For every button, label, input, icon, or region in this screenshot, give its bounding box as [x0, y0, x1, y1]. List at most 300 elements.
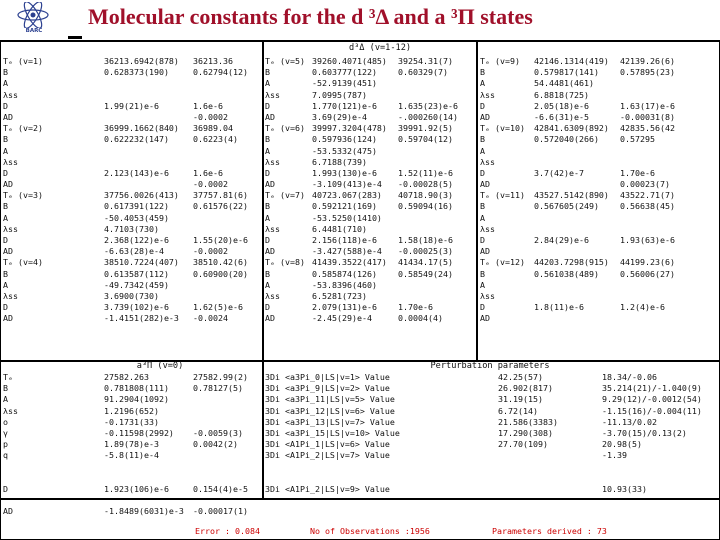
fit-value: 38510.7224(407) — [104, 257, 179, 268]
fit-value — [104, 78, 179, 89]
perturbation-name: 3Di <A1Pi_2|LS|v=7> Value — [265, 450, 390, 461]
footer-divider — [0, 498, 720, 500]
param-label: Tₑ (v=5) — [265, 56, 305, 66]
ref-value: 0.59704(12) — [398, 134, 453, 145]
fit-value: 21.586(3383) — [498, 416, 558, 427]
a-state-ref-values — [193, 372, 248, 462]
param-label: A — [3, 212, 8, 223]
param-label: A — [480, 212, 485, 223]
fit-value — [534, 224, 609, 235]
ref-value: 43522.71(7) — [620, 190, 675, 201]
param-label: B — [3, 67, 8, 78]
a-state-D-value: 1.923(106)e-6 — [104, 484, 169, 494]
param-label: D — [265, 302, 270, 313]
ref-value: 20.98(5) — [602, 439, 642, 450]
title-rule-short — [68, 36, 82, 39]
ref-value: 1.63(17)e-6 — [620, 100, 675, 111]
fit-value: 0.592121(169) — [312, 201, 377, 212]
fit-value: -53.5332(475) — [312, 145, 377, 156]
fit-value: 6.72(14) — [498, 405, 538, 416]
ref-value — [620, 246, 675, 257]
ref-value: 1.55(20)e-6 — [193, 235, 248, 245]
fit-value: 2.368(122)e-6 — [104, 235, 169, 245]
fit-value: 0.567605(249) — [534, 201, 599, 212]
parameters-derived: Parameters derived : 73 — [492, 526, 607, 536]
atom-logo-icon — [16, 2, 50, 28]
perturbation-last-ref: 10.93(33) — [602, 484, 647, 494]
fit-value: -6.6(31)e-5 — [534, 111, 589, 122]
fit-value: 0.572040(266) — [534, 134, 599, 145]
fit-error: Error : 0.084 — [195, 526, 260, 536]
slide-title: Molecular constants for the d ³Δ and a ³Π states — [88, 4, 533, 29]
col2-fit-values — [312, 56, 387, 325]
param-label: λss — [265, 156, 280, 167]
fit-value: 0.585874(126) — [312, 268, 377, 279]
a-state-param-labels — [3, 372, 18, 462]
ref-value: 18.34/-0.06 — [602, 372, 657, 382]
param-label: λss — [3, 223, 18, 234]
param-label: AD — [480, 246, 490, 257]
param-label: A — [3, 78, 8, 89]
ref-value: 1.52(11)e-6 — [398, 167, 453, 178]
perturbation-ref-values — [602, 372, 702, 462]
fit-value: 0.597936(124) — [312, 134, 377, 145]
ref-value: 1.70e-6 — [398, 302, 433, 313]
fit-value: 3.7(42)e-7 — [534, 167, 584, 178]
ref-value — [193, 450, 248, 461]
ref-value — [193, 224, 248, 235]
col2-ref-values — [398, 56, 458, 325]
fit-value: -6.63(28)e-4 — [104, 246, 164, 257]
param-label: B — [3, 201, 8, 212]
param-label: AD — [480, 313, 490, 324]
ref-value: 0.0004(4) — [398, 313, 443, 324]
param-label: Tₑ (v=6) — [265, 123, 305, 134]
fit-value: 1.2196(652) — [104, 405, 159, 416]
observation-count: No of Observations :1956 — [310, 526, 430, 536]
perturbation-heading: Perturbation parameters — [430, 361, 550, 371]
fit-value: 39997.3204(478) — [312, 123, 387, 134]
ref-value: -1.39 — [602, 450, 627, 461]
ref-value: -0.0024 — [193, 313, 228, 324]
param-label: Tₑ — [3, 372, 13, 382]
param-label: A — [480, 279, 485, 290]
perturbation-names — [265, 372, 400, 462]
ref-value: 38510.42(6) — [193, 257, 248, 268]
param-label: Tₑ (v=11) — [480, 190, 525, 201]
param-label: B — [3, 268, 8, 279]
ref-value: 1.2(4)e-6 — [620, 302, 665, 313]
param-label: A — [265, 145, 270, 156]
ref-value: 1.6e-6 — [193, 167, 223, 178]
ref-value: 0.0042(2) — [193, 439, 238, 450]
ref-value: 1.70e-6 — [620, 167, 655, 178]
param-label: A — [265, 212, 270, 223]
param-label: Tₑ (v=10) — [480, 123, 525, 134]
fit-value: 42841.6309(892) — [534, 123, 609, 134]
param-label: λss — [480, 223, 495, 234]
fit-value — [104, 112, 179, 123]
ref-value: 0.6223(4) — [193, 134, 238, 145]
ref-value — [193, 78, 248, 89]
ref-value: 0.59094(16) — [398, 201, 453, 212]
param-label: λss — [265, 223, 280, 234]
fit-value: 3.69(29)e-4 — [312, 111, 367, 122]
ref-value: -0.00028(5) — [398, 179, 453, 190]
param-label: Tₑ (v=7) — [265, 190, 305, 201]
param-label: D — [3, 100, 8, 111]
param-label: D — [480, 100, 485, 111]
fit-value: 42146.1314(419) — [534, 56, 609, 66]
param-label: AD — [3, 179, 13, 190]
ref-value: -0.00031(8) — [620, 111, 675, 122]
barc-logo — [2, 2, 66, 40]
param-label: Tₑ (v=8) — [265, 257, 305, 268]
param-label: D — [265, 235, 270, 245]
fit-value: 36213.6942(878) — [104, 56, 179, 66]
ref-value — [398, 213, 458, 224]
param-label: p — [3, 439, 8, 450]
fit-value: 27582.263 — [104, 372, 149, 382]
fit-value: -3.109(413)e-4 — [312, 179, 382, 190]
param-label: B — [480, 201, 485, 212]
param-label: AD — [3, 313, 13, 324]
perturbation-name: 3Di <a3Pi_0|LS|v=1> Value — [265, 372, 390, 382]
fit-value: 31.19(15) — [498, 394, 543, 405]
ref-value — [398, 157, 458, 168]
fit-value — [534, 280, 609, 291]
fit-value: 0.603777(122) — [312, 67, 377, 78]
ref-value: 0.56638(45) — [620, 201, 675, 212]
ref-value: 37757.81(6) — [193, 190, 248, 201]
param-label: D — [480, 302, 485, 313]
fit-value — [104, 146, 179, 157]
param-label: B — [480, 134, 485, 145]
ref-value: 0.00023(7) — [620, 179, 670, 190]
ref-value — [620, 157, 675, 168]
col1-ref-values — [193, 56, 248, 325]
ref-value: 40718.90(3) — [398, 190, 453, 201]
param-label: Tₑ (v=4) — [3, 257, 43, 268]
ref-value — [193, 394, 248, 405]
param-label: B — [3, 383, 8, 394]
ref-value: -0.0002 — [193, 111, 228, 122]
perturbation-name: 3Di <a3Pi_12|LS|v=6> Value — [265, 405, 395, 416]
fit-value: 41439.3522(417) — [312, 257, 387, 268]
ref-value: 0.57295 — [620, 134, 655, 145]
fit-value: 6.7188(739) — [312, 156, 367, 167]
param-label: B — [265, 201, 270, 212]
param-label: AD — [265, 179, 275, 190]
perturbation-name: 3Di <a3Pi_11|LS|v=5> Value — [265, 394, 395, 405]
ref-value: 0.57895(23) — [620, 67, 675, 78]
ref-value: -3.70(15)/0.13(2) — [602, 427, 687, 438]
ref-value: 1.58(18)e-6 — [398, 235, 453, 245]
fit-value: 0.561038(489) — [534, 268, 599, 279]
perturbation-name: 3Di <a3Pi_13|LS|v=7> Value — [265, 416, 395, 427]
param-label: AD — [265, 246, 275, 257]
ref-value: 1.62(5)e-6 — [193, 302, 243, 313]
param-label: λss — [3, 156, 18, 167]
param-label: λss — [3, 405, 18, 416]
ref-value — [398, 146, 458, 157]
fit-value: 2.05(18)e-6 — [534, 100, 589, 111]
fit-value: -49.7342(459) — [104, 279, 169, 290]
param-label: A — [480, 145, 485, 156]
fit-value: 0.628373(190) — [104, 67, 169, 78]
ref-value: 0.60900(20) — [193, 268, 248, 279]
fit-value: 54.4481(461) — [534, 78, 594, 89]
ref-value — [398, 291, 458, 302]
param-label: λss — [3, 89, 18, 100]
param-label: D — [265, 100, 270, 111]
ref-value — [620, 90, 675, 101]
fit-value: 26.902(817) — [498, 383, 553, 394]
fit-value: 0.781808(111) — [104, 383, 169, 394]
ref-value — [193, 213, 248, 224]
fit-value: 43527.5142(890) — [534, 190, 609, 201]
perturbation-fit-values — [498, 372, 558, 462]
param-label: D — [480, 167, 485, 178]
fit-value: 44203.7298(915) — [534, 257, 609, 268]
a-state-fit-values — [104, 372, 174, 462]
param-label: q — [3, 450, 8, 461]
fit-value — [534, 246, 609, 257]
param-label: A — [265, 78, 270, 89]
fit-value: 6.4481(710) — [312, 223, 367, 234]
perturbation-name: 3Di <A1Pi_1|LS|v=6> Value — [265, 439, 390, 450]
fit-value: 40723.067(283) — [312, 190, 382, 201]
ref-value: 0.62794(12) — [193, 67, 248, 78]
fit-value: -5.8(11)e-4 — [104, 450, 159, 461]
ref-value: 1.635(23)e-6 — [398, 100, 458, 111]
col3-ref-values — [620, 56, 675, 325]
ref-value: -.000260(14) — [398, 111, 458, 122]
ref-value: 39991.92(5) — [398, 123, 453, 134]
fit-value: 0.622232(147) — [104, 134, 169, 145]
fit-value — [104, 90, 179, 101]
ref-value — [193, 146, 248, 157]
ref-value — [620, 313, 675, 324]
param-label: B — [265, 67, 270, 78]
a-state-AD-label: AD — [3, 506, 13, 516]
ref-value: -0.0002 — [193, 246, 228, 257]
fit-value: 42.25(57) — [498, 372, 543, 382]
ref-value: 0.78127(5) — [193, 383, 243, 394]
ref-value: 0.56006(27) — [620, 268, 675, 279]
param-label: AD — [480, 111, 490, 122]
fit-value: 0.579817(141) — [534, 67, 599, 78]
fit-value: 0.613587(112) — [104, 268, 169, 279]
ref-value — [620, 291, 675, 302]
ref-value — [193, 291, 248, 302]
col1-fit-values — [104, 56, 179, 325]
param-label: D — [3, 235, 8, 245]
column-divider-1 — [262, 42, 264, 498]
fit-value — [104, 179, 179, 190]
ref-value — [620, 213, 675, 224]
param-label: γ — [3, 427, 8, 438]
ref-value: -0.0059(3) — [193, 427, 243, 438]
param-label: λss — [265, 290, 280, 301]
fit-value: 27.70(109) — [498, 439, 548, 450]
param-label: B — [3, 134, 8, 145]
fit-value — [534, 313, 609, 324]
col3-fit-values — [534, 56, 609, 325]
param-label: AD — [3, 111, 13, 122]
fit-value — [534, 179, 609, 190]
fit-value: 2.156(118)e-6 — [312, 235, 377, 245]
param-label: A — [3, 279, 8, 290]
param-label: Tₑ (v=12) — [480, 257, 525, 268]
ref-value: 9.29(12)/-0.0012(54) — [602, 394, 702, 405]
fit-value: -52.9139(451) — [312, 78, 377, 89]
ref-value — [193, 157, 248, 168]
fit-value: 36999.1662(840) — [104, 123, 179, 134]
param-label: Tₑ (v=3) — [3, 190, 43, 201]
param-label: B — [265, 134, 270, 145]
param-label: λss — [480, 89, 495, 100]
fit-value: -53.5250(1410) — [312, 212, 382, 223]
fit-value — [534, 157, 609, 168]
a-state-D-label: D — [3, 484, 8, 494]
param-label: A — [265, 279, 270, 290]
a-state-heading: a³Π (v=0) — [136, 361, 184, 371]
fit-value: -1.4151(282)e-3 — [104, 313, 179, 324]
param-label: Tₑ (v=2) — [3, 123, 43, 134]
fit-value — [498, 450, 558, 461]
ref-value: -1.15(16)/-0.004(11) — [602, 405, 702, 416]
fit-value: 37756.0026(413) — [104, 190, 179, 201]
ref-value: 36989.04 — [193, 123, 233, 134]
param-label: D — [265, 167, 270, 178]
column-divider-2 — [476, 42, 478, 360]
ref-value — [398, 78, 458, 89]
col3-param-labels — [480, 56, 525, 325]
param-label: B — [480, 67, 485, 78]
param-label: AD — [3, 246, 13, 257]
fit-value: 91.2904(1092) — [104, 394, 169, 405]
ref-value — [193, 417, 248, 428]
col1-param-labels — [3, 56, 43, 325]
ref-value: 27582.99(2) — [193, 372, 248, 382]
perturbation-name: 3Di <a3Pi_15|LS|v=10> Value — [265, 427, 400, 438]
ref-value: -0.00025(3) — [398, 246, 453, 257]
a-state-D-ref: 0.154(4)e-5 — [193, 484, 248, 494]
fit-value: 3.739(102)e-6 — [104, 302, 169, 313]
param-label: A — [480, 78, 485, 89]
ref-value — [398, 280, 458, 291]
param-label: o — [3, 416, 8, 427]
perturbation-name: 3Di <a3Pi_9|LS|v=2> Value — [265, 383, 390, 394]
slide-header — [0, 0, 720, 44]
fit-value: 6.5281(723) — [312, 290, 367, 301]
fit-value: 2.84(29)e-6 — [534, 235, 589, 245]
fit-value — [534, 213, 609, 224]
ref-value: 39254.31(7) — [398, 56, 453, 66]
fit-value — [534, 146, 609, 157]
ref-value — [398, 224, 458, 235]
fit-value: 2.079(131)e-6 — [312, 302, 377, 313]
ref-value — [620, 146, 675, 157]
fit-value: -0.11598(2992) — [104, 427, 174, 438]
param-label: λss — [480, 290, 495, 301]
param-label: D — [3, 167, 8, 178]
fit-value: -53.8396(460) — [312, 279, 377, 290]
perturbation-last-name: 3Di <A1Pi_2|LS|v=9> Value — [265, 484, 390, 494]
fit-value: 6.8818(725) — [534, 89, 589, 100]
ref-value: 44199.23(6) — [620, 257, 675, 268]
fit-value: 0.617391(122) — [104, 201, 169, 212]
fit-value — [534, 291, 609, 302]
ref-value: 35.214(21)/-1.040(9) — [602, 383, 702, 394]
logo-label: BARC — [25, 28, 43, 34]
param-label: B — [480, 268, 485, 279]
ref-value: -0.0002 — [193, 179, 228, 190]
param-label: AD — [480, 179, 490, 190]
fit-value: 1.770(121)e-6 — [312, 100, 377, 111]
fit-value: 2.123(143)e-6 — [104, 167, 169, 178]
fit-value: 3.6900(730) — [104, 290, 159, 301]
fit-value: -50.4053(459) — [104, 212, 169, 223]
d-state-heading: d³Δ (v=1-12) — [348, 43, 412, 53]
ref-value: 1.93(63)e-6 — [620, 235, 675, 245]
fit-value: 39260.4071(485) — [312, 56, 387, 66]
param-label: AD — [265, 313, 275, 324]
param-label: D — [480, 235, 485, 245]
param-label: Tₑ (v=1) — [3, 56, 43, 66]
fit-value: 4.7103(730) — [104, 223, 159, 234]
ref-value: -11.13/0.02 — [602, 416, 657, 427]
fit-value: 7.0995(787) — [312, 89, 367, 100]
ref-value: 0.60329(7) — [398, 67, 448, 78]
param-label: A — [3, 394, 8, 405]
ref-value — [620, 78, 675, 89]
ref-value: 36213.36 — [193, 56, 233, 66]
param-label: A — [3, 145, 8, 156]
fit-value: 1.993(130)e-6 — [312, 167, 377, 178]
param-label: Tₑ (v=9) — [480, 56, 520, 66]
fit-value: 1.99(21)e-6 — [104, 100, 159, 111]
a-state-AD-ref: -0.00017(1) — [193, 506, 248, 516]
fit-value: -0.1731(33) — [104, 416, 159, 427]
ref-value — [620, 280, 675, 291]
ref-value: 41434.17(5) — [398, 257, 453, 268]
ref-value: 0.58549(24) — [398, 268, 453, 279]
param-label: λss — [480, 156, 495, 167]
fit-value: -2.45(29)e-4 — [312, 313, 372, 324]
fit-value: 1.89(78)e-3 — [104, 439, 159, 450]
ref-value: 42835.56(42 — [620, 123, 675, 134]
param-label: D — [3, 302, 8, 313]
param-label: AD — [265, 111, 275, 122]
ref-value: 0.61576(22) — [193, 201, 248, 212]
fit-value: 17.290(308) — [498, 427, 553, 438]
ref-value: 1.6e-6 — [193, 100, 223, 111]
col2-param-labels — [265, 56, 305, 325]
ref-value — [398, 90, 458, 101]
ref-value — [193, 280, 248, 291]
ref-value — [193, 406, 248, 417]
ref-value — [620, 224, 675, 235]
param-label: B — [265, 268, 270, 279]
fit-value: -3.427(588)e-4 — [312, 246, 382, 257]
fit-value: 1.8(11)e-6 — [534, 302, 584, 313]
a-state-AD-value: -1.8489(6031)e-3 — [104, 506, 184, 516]
param-label: λss — [3, 290, 18, 301]
param-label: λss — [265, 89, 280, 100]
fit-value — [104, 157, 179, 168]
